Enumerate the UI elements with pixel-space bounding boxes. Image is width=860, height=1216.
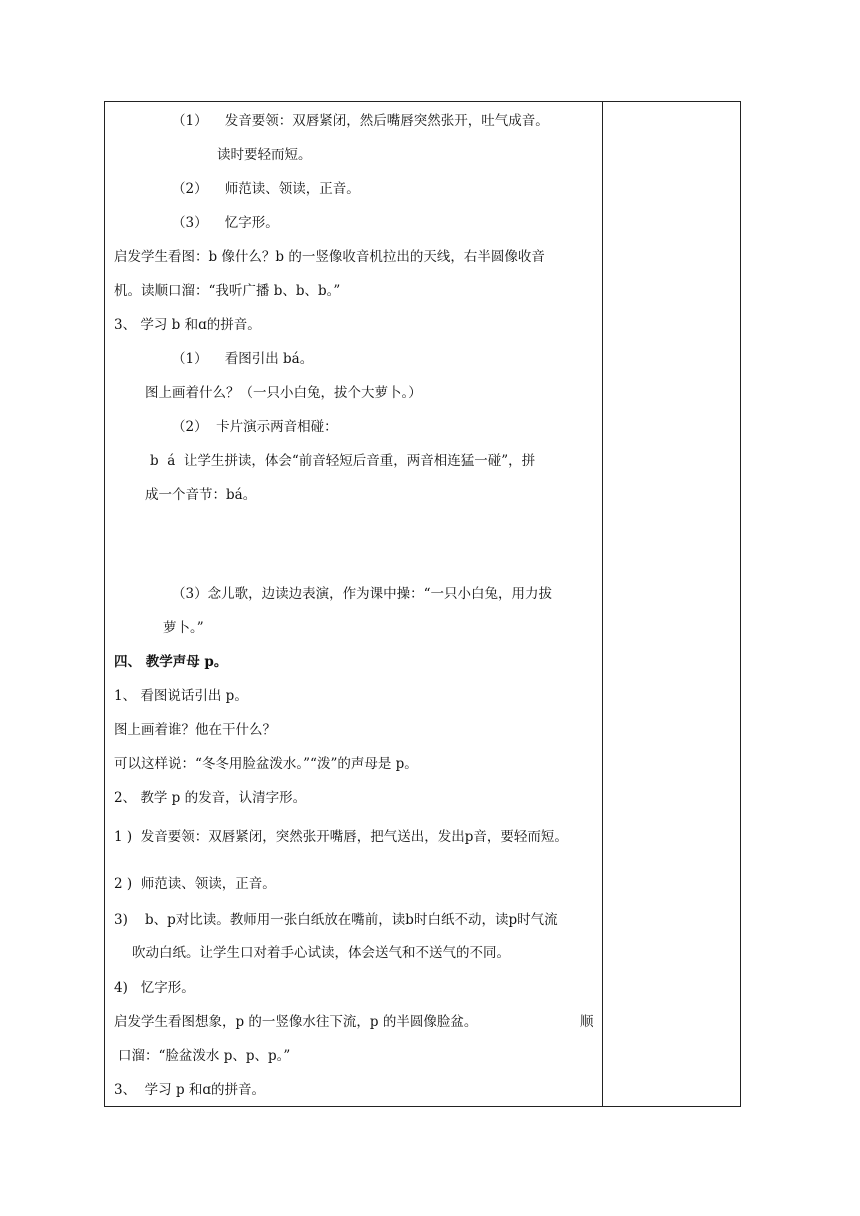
text-line: 3、 学习 b 和ɑ的拼音。 <box>114 317 261 333</box>
section-heading: 四、 教学声母 p。 <box>114 654 228 670</box>
text-line: 3、 学习 p 和ɑ的拼音。 <box>114 1082 266 1098</box>
text-line: 2、 教学 p 的发音，认清字形。 <box>114 790 307 806</box>
text-line: （3） 忆字形。 <box>172 215 279 231</box>
text-line: 萝卜。” <box>163 620 204 636</box>
text-line: 1、 看图说话引出 p。 <box>114 688 248 704</box>
text-line: （1） 看图引出 bá。 <box>172 351 314 367</box>
text-line: 吹动白纸。让学生口对着手心试读，体会送气和不送气的不同。 <box>132 945 510 961</box>
text-line: 读时要轻而短。 <box>217 147 312 163</box>
text-line: 4) 忆字形。 <box>114 980 195 996</box>
text-line: 机。读顺口溜：“我听广播 b、b、b。” <box>114 283 341 299</box>
text-line: （1） 发音要领：双唇紧闭，然后嘴唇突然张开，吐气成音。 <box>172 113 549 129</box>
text-line: 2 ) 师范读、领读，正音。 <box>114 876 276 892</box>
text-line: 3) b、p对比读。教师用一张白纸放在嘴前，读b时白纸不动，读p时气流 <box>114 912 558 928</box>
text-line: 图上画着什么？（一只小白兔，拔个大萝卜。） <box>145 385 422 401</box>
text-line: （2） 师范读、领读，正音。 <box>172 181 360 197</box>
text-line: 顺 <box>580 1014 594 1030</box>
text-line: 启发学生看图：b 像什么？b 的一竖像收音机拉出的天线，右半圆像收音 <box>114 249 545 265</box>
text-line: 成一个音节：bá。 <box>145 487 257 503</box>
column-divider <box>602 101 603 1107</box>
text-line: （3）念儿歌，边读边表演，作为课中操：“一只小白兔，用力拔 <box>172 586 552 602</box>
text-line: 可以这样说：“冬冬用脸盆泼水。”“泼”的声母是 p。 <box>114 756 418 772</box>
text-line: 1 ) 发音要领：双唇紧闭，突然张开嘴唇，把气送出，发出p音，要轻而短。 <box>114 829 568 845</box>
text-line: 口溜：“脸盆泼水 p、p、p。” <box>118 1048 291 1064</box>
text-line: （2） 卡片演示两音相碰： <box>172 419 338 435</box>
text-line: b á 让学生拼读，体会“前音轻短后音重，两音相连猛一碰”，拼 <box>150 453 536 469</box>
text-line: 启发学生看图想象，p 的一竖像水往下流，p 的半圆像脸盆。 <box>114 1014 478 1030</box>
text-line: 图上画着谁？他在干什么？ <box>114 722 276 738</box>
